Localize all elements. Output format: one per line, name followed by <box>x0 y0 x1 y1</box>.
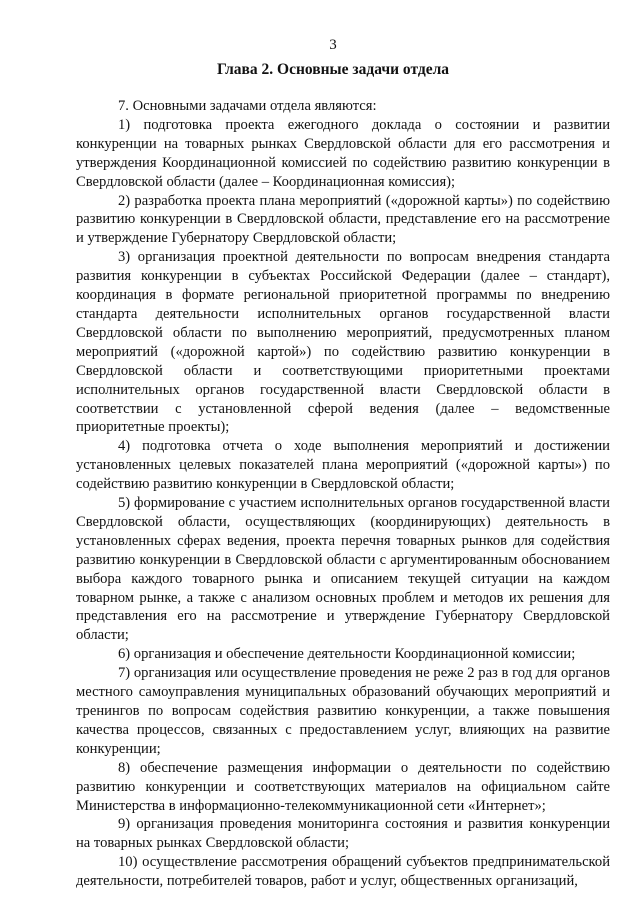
task-item-8: 8) обеспечение размещения информации о деятельности по содействию развитию конкуренции и соответствующих материалов на официальном сайте Министерства в информационно-телекоммуникационной сети «Интернет»; <box>76 759 610 814</box>
page-number: 3 <box>329 37 337 53</box>
task-item-2: 2) разработка проекта плана мероприятий («дорожной карты») по содействию развитию конкуренции в Свердловской области, представление его на рассмотрение и утверждение Губернатору Свердловской области; <box>76 192 610 247</box>
task-item-5: 5) формирование с участием исполнительных органов государственной власти Свердловской области, осуществляющих (координирующих) деятельность в установленных сферах ведения, проекта перечня товарных рынков для содействия развитию конкуренции в Свердловской области с аргументированным обоснованием выбора каждого товарного рынка и описанием текущей ситуации на каждом товарном рынке, а также с анализом основных проблем и методов их решения для представления его на рассмотрение и утверждение Губернатору Свердловской области; <box>76 495 610 644</box>
chapter-title: Глава 2. Основные задачи отдела <box>216 61 450 78</box>
task-item-9: 9) организация проведения мониторинга состояния и развития конкуренции на товарных рынках Свердловской области; <box>76 816 610 852</box>
task-item-6: 6) организация и обеспечение деятельности Координационной комиссии; <box>118 646 576 663</box>
task-item-1: 1) подготовка проекта ежегодного доклада о состоянии и развитии конкуренции на товарных рынках Свердловской области для его рассмотрения и утверждения Координационной комиссией по содействию развитию конкуренции в Свердловской области (далее – Координационная комиссия); <box>76 116 610 190</box>
body-text <box>76 97 610 891</box>
task-item-7: 7) организация или осуществление проведения не реже 2 раз в год для органов местного самоуправления муниципальных образований обучающих мероприятий и тренингов по вопросам содействия развитию конкуренции, а также повышения качества процессов, связанных с предоставлением услуг, влияющих на развитие конкуренции; <box>76 665 610 757</box>
task-item-4: 4) подготовка отчета о ходе выполнения мероприятий и достижении установленных целевых показателей плана мероприятий («дорожной карты») по содействию развитию конкуренции в Свердловской области; <box>76 438 610 493</box>
task-item-10: 10) осуществление рассмотрения обращений субъектов предпринимательской деятельности, потребителей товаров, работ и услуг, общественных организаций, <box>76 854 610 890</box>
intro-paragraph: 7. Основными задачами отдела являются: <box>118 98 377 114</box>
task-item-3: 3) организация проектной деятельности по вопросам внедрения стандарта развития конкуренции в субъектах Российской Федерации (далее – стандарт), координация в формате региональной приоритетной программы по внедрению стандарта деятельности исполнительных органов государственной власти Свердловской области по выполнению мероприятий, предусмотренных планом мероприятий («дорожной картой») по содействию развитию конкуренции в Свердловской области и соответствующими приоритетными проектами исполнительных органов государственной власти Свердловской области в соответствии с установленной сферой ведения (далее – ведомственные приоритетные проекты); <box>76 249 610 436</box>
